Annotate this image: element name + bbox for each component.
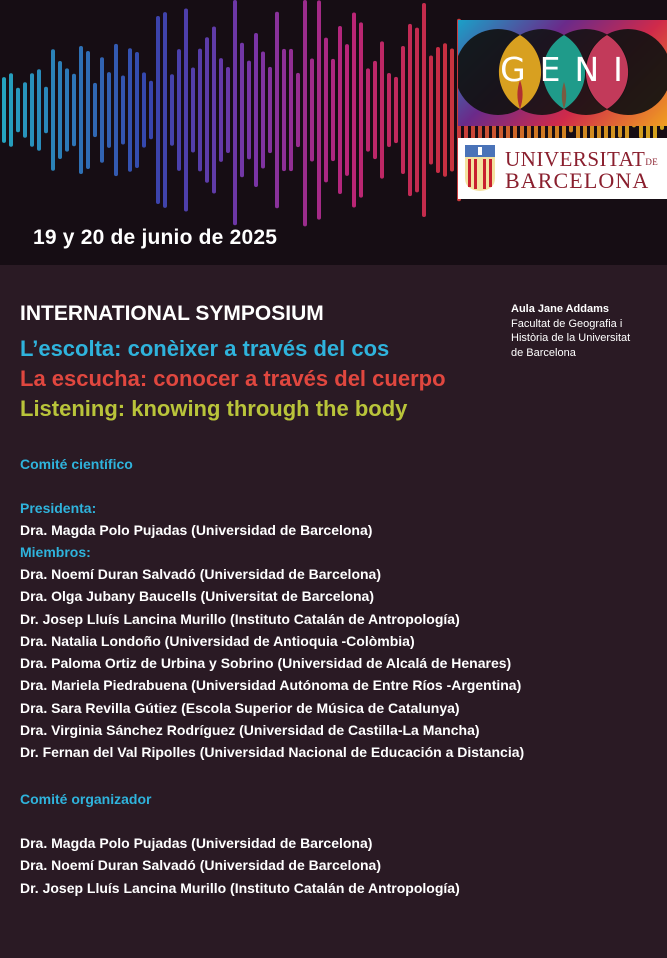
title-english: Listening: knowing through the body — [20, 396, 408, 421]
waveform-bar — [44, 87, 48, 134]
waveform-bar — [16, 88, 20, 132]
waveform-bar — [65, 68, 69, 151]
waveform-bar — [247, 61, 251, 160]
university-shield-icon — [464, 144, 496, 192]
waveform-bar — [366, 68, 370, 151]
waveform-bar — [142, 72, 146, 147]
title-spanish: La escucha: conocer a través del cuerpo — [20, 366, 446, 391]
waveform-bar — [58, 61, 62, 159]
waveform-bar — [317, 0, 321, 219]
committee-member: Dra. Magda Polo Pujadas (Universidad de Barcelona) — [20, 522, 373, 538]
waveform-bar — [100, 57, 104, 162]
waveform-bar — [345, 44, 349, 176]
waveform-bar — [184, 8, 188, 211]
venue-line: Història de la Universitat — [511, 332, 631, 344]
venue-info — [511, 302, 661, 360]
waveform-bar — [422, 3, 426, 217]
waveform-bar — [191, 68, 195, 153]
waveform-bar — [233, 0, 237, 225]
waveform-bar — [163, 12, 167, 208]
committee-member: Dra. Sara Revilla Gútiez (Escola Superior de Música de Catalunya) — [20, 699, 460, 716]
committee-member: Dra. Mariela Piedrabuena (Universidad Autónoma de Entre Ríos -Argentina) — [20, 677, 522, 694]
waveform-bar — [9, 73, 13, 146]
geni-logo-text: GENI — [500, 50, 637, 89]
waveform-bar — [37, 69, 41, 150]
waveform-bar — [373, 61, 377, 159]
waveform-bar — [128, 48, 132, 171]
waveform-bar — [135, 52, 139, 168]
waveform-bar — [282, 49, 286, 171]
waveform-bar — [380, 41, 384, 178]
venue-line: de Barcelona — [511, 346, 576, 359]
waveform-bar — [408, 24, 412, 196]
waveform-bar — [275, 12, 279, 209]
president-label: Presidenta: — [20, 500, 97, 516]
event-date: 19 y 20 de junio de 2025 — [33, 226, 278, 249]
waveform-bar — [296, 73, 300, 147]
waveform-bar — [114, 44, 118, 176]
waveform-bar — [170, 74, 174, 146]
waveform-bar — [2, 77, 6, 143]
waveform-bar — [86, 51, 90, 169]
committee-member: Dra. Virginia Sánchez Rodríguez (Universidad de Castilla-La Mancha) — [20, 722, 480, 739]
waveform-bar — [212, 27, 216, 194]
title-catalan: L’escolta: conèixer a través del cos — [20, 336, 390, 361]
committee-member: Dra. Natalia Londoño (Universidad de Antioquia -Colòmbia) — [20, 632, 415, 649]
waveform-bar — [177, 49, 181, 171]
waveform-bar — [156, 16, 160, 204]
waveform-bar — [394, 77, 398, 143]
waveform-bar — [219, 58, 223, 162]
committee-member: Dra. Magda Polo Pujadas (Universidad de Barcelona) — [20, 835, 373, 851]
waveform-bar — [429, 55, 433, 164]
waveform-bar — [93, 83, 97, 137]
waveform-bar — [79, 46, 83, 174]
committee-member: Dr. Josep Lluís Lancina Murillo (Instituto Catalán de Antropología) — [20, 879, 460, 896]
waveform-bar — [121, 75, 125, 144]
waveform-bar — [289, 49, 293, 171]
waveform-bar — [359, 22, 363, 197]
geni-logo — [458, 20, 667, 126]
university-name-line1: UNIVERSITATDE — [505, 147, 659, 171]
scientific-members-list — [20, 563, 524, 764]
committee-member: Dra. Olga Jubany Baucells (Universitat de Barcelona) — [20, 588, 375, 605]
committee-member: Dra. Noemí Duran Salvadó (Universidad de Barcelona) — [20, 566, 381, 582]
waveform-bar — [261, 52, 265, 169]
waveform-bar — [387, 73, 391, 147]
waveform-bar — [268, 67, 272, 153]
waveform-bar — [107, 72, 111, 148]
waveform-bar — [338, 26, 342, 194]
waveform-bar — [443, 43, 447, 177]
waveform-bar — [205, 37, 209, 182]
waveform-bar — [331, 59, 335, 161]
waveform-bar — [436, 47, 440, 173]
waveform-bar — [352, 13, 356, 208]
waveform-bar — [324, 38, 328, 183]
organizing-committee-title: Comité organizador — [20, 791, 152, 807]
committee-member: Dra. Paloma Ortiz de Urbina y Sobrino (Universidad de Alcalá de Henares) — [20, 655, 512, 672]
waveform-bar — [310, 59, 314, 162]
university-name-line2: BARCELONA — [505, 168, 650, 193]
university-of-barcelona-logo — [458, 138, 667, 199]
waveform-bar — [23, 82, 27, 138]
waveform-bar — [303, 0, 307, 226]
members-label: Miembros: — [20, 544, 91, 560]
waveform-bar — [401, 46, 405, 174]
symposium-heading: INTERNATIONAL SYMPOSIUM — [20, 302, 324, 325]
venue-name: Aula Jane Addams — [511, 303, 610, 315]
waveform-bar — [30, 73, 34, 146]
waveform-bar — [149, 81, 153, 140]
banner — [0, 0, 667, 265]
waveform-bar — [254, 33, 258, 187]
waveform-bar — [226, 67, 230, 153]
waveform-bar — [72, 74, 76, 147]
venue-line: Facultat de Geografia i — [511, 317, 623, 330]
president-list — [20, 519, 372, 541]
organizing-members-list — [20, 832, 460, 899]
committee-member: Dr. Fernan del Val Ripolles (Universidad Nacional de Educación a Distancia) — [20, 744, 525, 761]
committee-member: Dr. Josep Lluís Lancina Murillo (Instituto Catalán de Antropología) — [20, 610, 460, 627]
committee-member: Dra. Noemí Duran Salvadó (Universidad de Barcelona) — [20, 857, 381, 874]
waveform-bar — [240, 43, 244, 178]
waveform-bar — [51, 49, 55, 171]
waveform-bar — [415, 28, 419, 193]
waveform-bar — [450, 49, 454, 172]
scientific-committee-title: Comité científico — [20, 456, 133, 472]
waveform-bar — [198, 49, 202, 172]
